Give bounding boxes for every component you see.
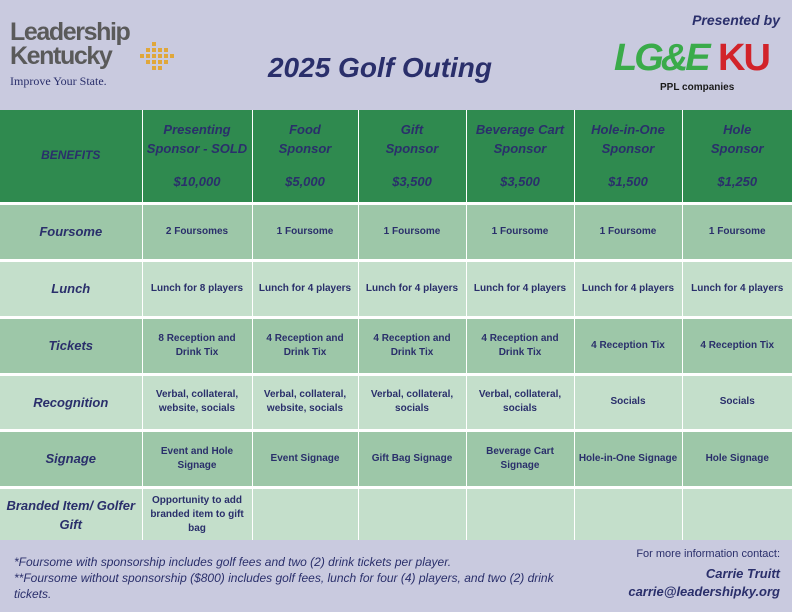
page-header: [0, 0, 792, 110]
column-name-line2: Sponsor: [278, 141, 332, 157]
column-name-line1: Hole: [723, 122, 752, 138]
table-cell: 1 Foursome: [682, 203, 792, 260]
footnotes: [14, 554, 574, 602]
table-cell: 1 Foursome: [252, 203, 358, 260]
row-label: Signage: [0, 430, 142, 487]
table-cell: Lunch for 8 players: [142, 260, 252, 317]
column-price: $3,500: [500, 174, 540, 190]
column-header-gift: [358, 110, 466, 203]
contact-email-link[interactable]: carrie@leadershipky.org: [628, 584, 780, 599]
row-label: Lunch: [0, 260, 142, 317]
column-price: $5,000: [285, 174, 325, 190]
table-cell: Hole-in-One Signage: [574, 430, 682, 487]
table-cell: Lunch for 4 players: [574, 260, 682, 317]
table-cell: [358, 487, 466, 543]
table-cell: 4 Reception Tix: [682, 317, 792, 374]
column-name-line2: Sponsor: [493, 141, 547, 157]
column-name-line1: Food: [289, 122, 321, 138]
column-name-line2: Sponsor: [385, 141, 439, 157]
table-cell: Socials: [682, 374, 792, 430]
table-cell: Lunch for 4 players: [466, 260, 574, 317]
ku-logo: KU: [718, 37, 769, 79]
table-cell: 4 Reception and Drink Tix: [358, 317, 466, 374]
table-cell: 4 Reception and Drink Tix: [466, 317, 574, 374]
table-cell: Event Signage: [252, 430, 358, 487]
lge-logo: LG&E: [614, 37, 708, 79]
column-price: $10,000: [173, 174, 221, 190]
table-row-foursome: [0, 203, 792, 260]
table-row-signage: [0, 430, 792, 487]
column-name-line2: Sponsor: [710, 141, 764, 157]
table-cell: 1 Foursome: [466, 203, 574, 260]
table-cell: 1 Foursome: [358, 203, 466, 260]
footnote-2: **Foursome without sponsorship ($800) includes golf fees, lunch for four (4) players, and two (2) drink tickets.: [14, 571, 554, 601]
page-footer: [0, 540, 792, 612]
table-row-tickets: [0, 317, 792, 374]
table-cell: Verbal, collateral, socials: [358, 374, 466, 430]
column-header-hole-in-one: [574, 110, 682, 203]
contact-lead: For more information contact:: [636, 548, 780, 560]
row-label: Branded Item/ Golfer Gift: [0, 487, 142, 543]
table-row-lunch: [0, 260, 792, 317]
logo-tagline: Improve Your State.: [10, 74, 107, 88]
table-cell: Gift Bag Signage: [358, 430, 466, 487]
table-cell: [466, 487, 574, 543]
column-header-food: [252, 110, 358, 203]
table-cell: 2 Foursomes: [142, 203, 252, 260]
table-row-branded-item: [0, 487, 792, 543]
row-label: Tickets: [0, 317, 142, 374]
column-header-hole: [682, 110, 792, 203]
footnote-1: *Foursome with sponsorship includes golf fees and two (2) drink tickets per player.: [14, 555, 452, 569]
table-header-row: [0, 110, 792, 203]
row-label: Foursome: [0, 203, 142, 260]
column-price: $1,500: [608, 174, 648, 190]
table-cell: 8 Reception and Drink Tix: [142, 317, 252, 374]
column-name-line2: Sponsor - SOLD: [146, 141, 248, 157]
table-cell: Verbal, collateral, website, socials: [142, 374, 252, 430]
table-cell: Verbal, collateral, socials: [466, 374, 574, 430]
column-price: $3,500: [392, 174, 432, 190]
table-cell: [252, 487, 358, 543]
table-cell: [574, 487, 682, 543]
row-label: Recognition: [0, 374, 142, 430]
column-name-line1: Hole-in-One: [591, 122, 665, 138]
column-header-presenting: [142, 110, 252, 203]
table-cell: 4 Reception and Drink Tix: [252, 317, 358, 374]
table-cell: Event and Hole Signage: [142, 430, 252, 487]
column-name-line1: Beverage Cart: [475, 122, 565, 138]
table-cell: Lunch for 4 players: [252, 260, 358, 317]
logo-line-1: Leadership: [10, 18, 130, 46]
table-cell: Hole Signage: [682, 430, 792, 487]
table-cell: Opportunity to add branded item to gift bag: [142, 487, 252, 543]
table-cell: Lunch for 4 players: [358, 260, 466, 317]
table-cell: 4 Reception Tix: [574, 317, 682, 374]
column-name-line1: Presenting: [163, 122, 231, 138]
sponsorship-benefits-table: [0, 110, 792, 545]
table-cell: Lunch for 4 players: [682, 260, 792, 317]
presented-by-label: Presented by: [692, 12, 780, 28]
table-cell: 1 Foursome: [574, 203, 682, 260]
column-header-beverage-cart: [466, 110, 574, 203]
table-cell: [682, 487, 792, 543]
logo-line-2: Kentucky: [10, 42, 112, 70]
benefits-header: BENEFITS: [0, 110, 142, 203]
table-cell: Beverage Cart Signage: [466, 430, 574, 487]
table-cell: Socials: [574, 374, 682, 430]
column-price: $1,250: [717, 174, 758, 190]
table-row-recognition: [0, 374, 792, 430]
page-title: 2025 Golf Outing: [267, 52, 493, 83]
column-name-line2: Sponsor: [601, 141, 655, 157]
column-name-line1: Gift: [400, 122, 424, 138]
contact-block: [628, 548, 780, 599]
table-cell: Verbal, collateral, website, socials: [252, 374, 358, 430]
contact-name: Carrie Truitt: [705, 566, 780, 581]
ppl-companies-label: PPL companies: [660, 82, 735, 93]
